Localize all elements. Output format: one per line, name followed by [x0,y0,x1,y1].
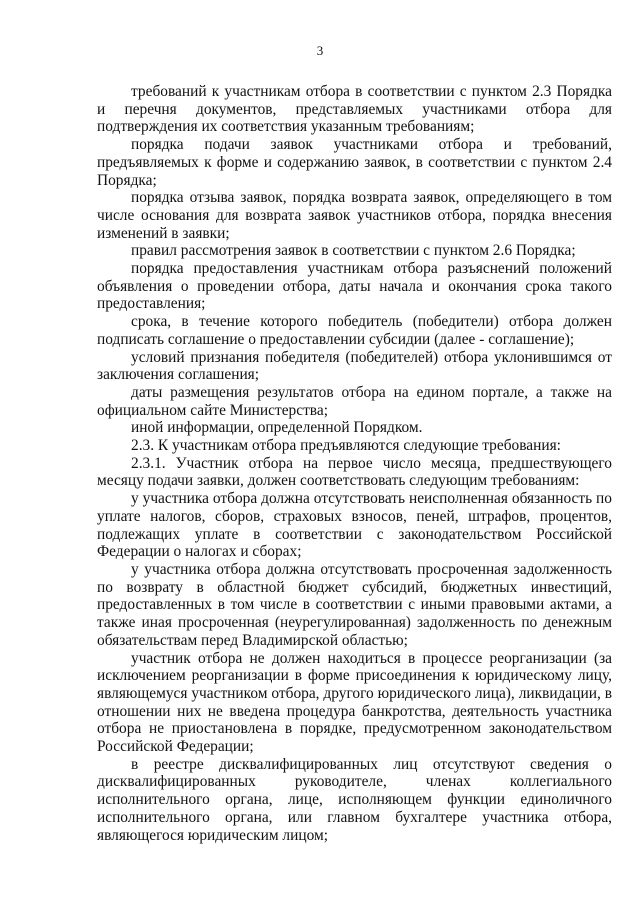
paragraph: у участника отбора должна отсутствовать просроченная задолженность по возврату в областной бюджет субсидий, бюджетных инвестиций, предоставленных в том числе в соответствии с иными правовыми актами, а также иная просроченная (неурегулированная) задолженность по денежным обязательствам перед Владимирской областью; [97,560,612,649]
paragraph: иной информации, определенной Порядком. [131,419,423,437]
paragraph: 2.3. К участникам отбора предъявляются следующие требования: [131,437,561,455]
paragraph: требований к участникам отбора в соответствии с пунктом 2.3 Порядка и перечня документов, представляемых участниками отбора для подтверждения их соответствия указанным требованиям; [97,83,612,136]
paragraph: порядка подачи заявок участниками отбора и требований, предъявляемых к форме и содержанию заявок, в соответствии с пунктом 2.4 Порядка; [97,136,612,189]
paragraph: у участника отбора должна отсутствовать неисполненная обязанность по уплате налогов, сборов, страховых взносов, пеней, штрафов, процентов, подлежащих уплате в соответствии с законодательством Российской Федерации о налогах и сборах; [97,490,612,561]
paragraph: порядка предоставления участникам отбора разъяснений положений объявления о проведении отбора, даты начала и окончания срока такого предоставления; [97,260,612,313]
paragraph: участник отбора не должен находиться в процессе реорганизации (за исключением реорганизации в форме присоединения к юридическому лицу, являющемуся участником отбора, другого юридического лица), ликвидации, в отношении них не введена процедура банкротства, деятельность участника отбора не приостановлена в порядке, предусмотренном законодательством Российской Федерации; [97,649,612,756]
paragraph: 2.3.1. Участник отбора на первое число месяца, предшествующего месяцу подачи заявки, должен соответствовать следующим требованиям: [97,454,612,490]
page-number: 3 [316,43,324,58]
paragraph: порядка отзыва заявок, порядка возврата заявок, определяющего в том числе основания для возврата заявок участников отбора, порядка внесения изменений в заявки; [97,189,612,242]
paragraph: правил рассмотрения заявок в соответствии с пунктом 2.6 Порядка; [131,242,576,260]
document-body [97,83,612,844]
paragraph: срока, в течение которого победитель (победители) отбора должен подписать соглашение о предоставлении субсидии (далее - соглашение); [97,313,612,348]
paragraph: даты размещения результатов отбора на едином портале, а также на официальном сайте Министерства; [97,383,612,419]
paragraph: в реестре дисквалифицированных лиц отсутствуют сведения о дисквалифицированных руководителе, членах коллегиального исполнительного органа, лице, исполняющем функции единоличного исполнительного органа, или главном бухгалтере участника отбора, являющегося юридическим лицом; [97,755,612,844]
paragraph: условий признания победителя (победителей) отбора уклонившимся от заключения соглашения; [97,348,612,384]
